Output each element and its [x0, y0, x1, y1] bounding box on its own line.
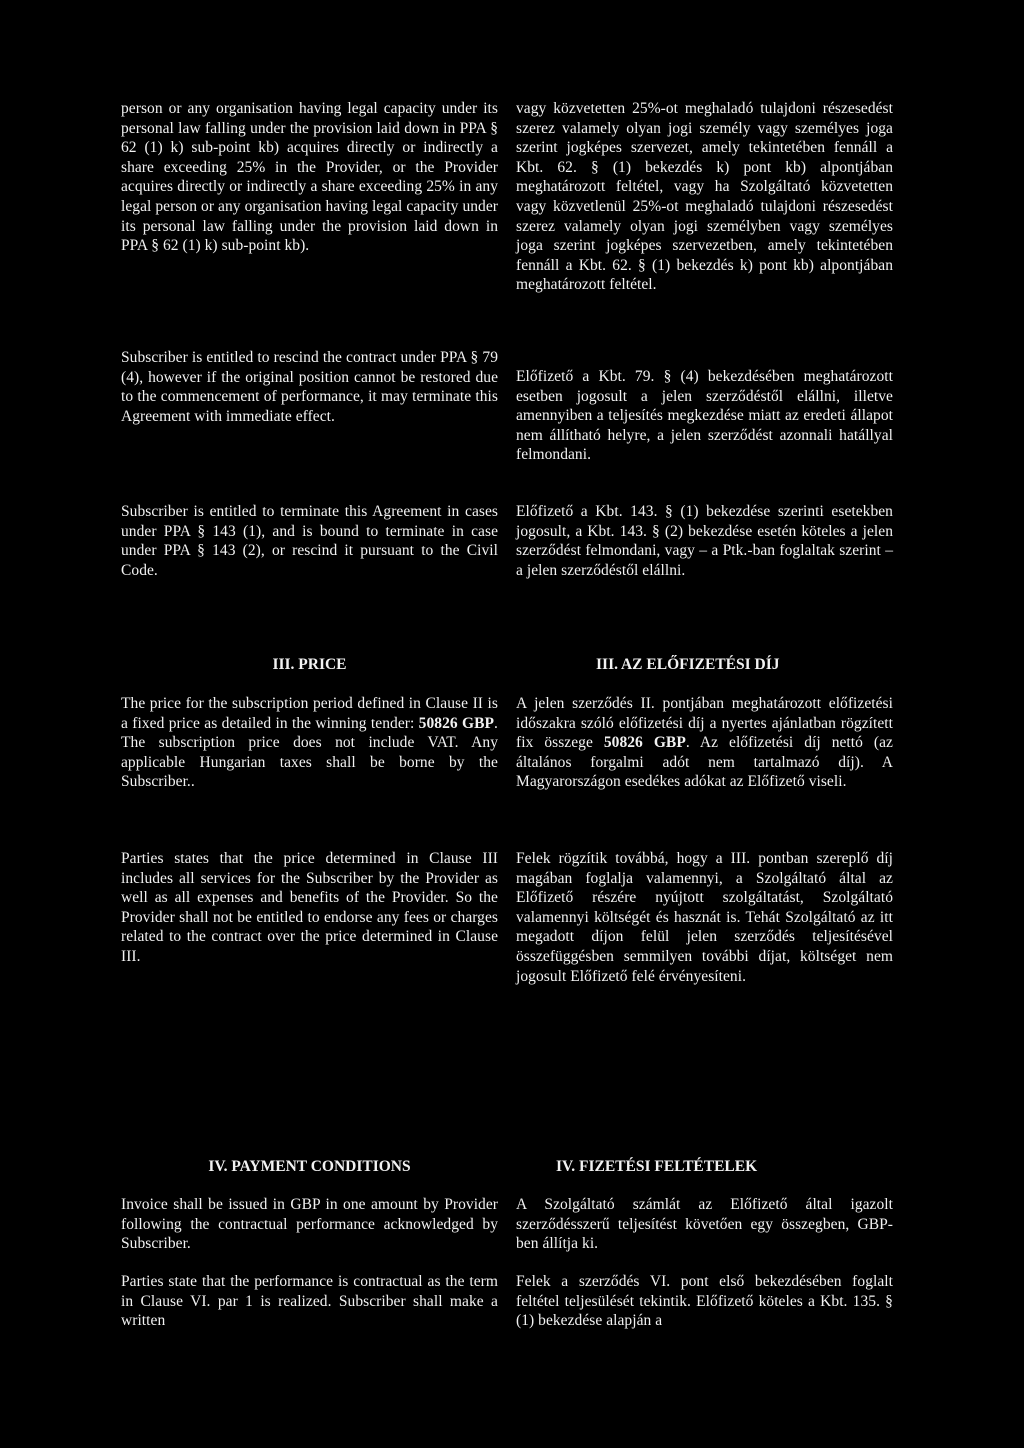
en-paragraph-ownership	[121, 99, 498, 256]
hu-paragraph-rescind	[516, 367, 893, 465]
en-price-amount: 50826 GBP	[418, 714, 495, 732]
en-price-text-start: The price for the subscription period defined in Clause II is a fixed price as detailed in the winning tender:	[121, 695, 498, 732]
en-price-text	[121, 694, 498, 792]
en-price-text-end: . The subscription price does not include VAT. Any applicable Hungarian taxes shall be borne by the Subscriber..	[121, 714, 498, 791]
en-paragraph-performance	[121, 1272, 498, 1331]
hu-performance-text: Felek a szerződés VI. pont első bekezdésében foglalt feltétel teljesülését tekintik. Előfizető köteles a Kbt. 135. § (1) bekezdése alapján a	[516, 1273, 893, 1330]
en-heading-payment-block	[121, 1157, 498, 1177]
hu-price-includes-text: Felek rögzítik továbbá, hogy a III. pontban szereplő díj magában foglalja valamennyi, a Szolgáltató által az Előfizető részére nyújtott szolgáltatást, Szolgáltató valamennyi költségét és hasznát is. Tehát Szolgáltató az itt megadott díjon felül jelen szerződés teljesítésével összefüggésben semmilyen további díjat, költséget nem jogosult Előfizető felé érvényesíteni.	[516, 850, 893, 985]
en-paragraph-rescind	[121, 348, 498, 426]
hu-terminate-text: Előfizető a Kbt. 143. § (1) bekezdése szerinti esetekben jogosult, a Kbt. 143. § (2) bekezdése esetén köteles a jelen szerződést felmondani, vagy – a Ptk.-ban foglaltak szerint – a jelen szerződéstől elállni.	[516, 503, 893, 579]
en-rescind-text: Subscriber is entitled to rescind the contract under PPA § 79 (4), however if the original position cannot be restored due to the commencement of performance, it may terminate this Agreement with immediate effect.	[121, 349, 498, 425]
hu-paragraph-invoice	[516, 1195, 893, 1254]
en-heading-price: III. PRICE	[272, 656, 347, 673]
hu-heading-payment-block	[516, 1157, 893, 1177]
hu-heading-price: III. AZ ELŐFIZETÉSI DÍJ	[596, 656, 780, 673]
en-ownership-text: person or any organisation having legal capacity under its personal law falling under the provision laid down in PPA § 62 (1) k) sub-point kb) acquires directly or indirectly a share exceeding 25% in the Provider, or the Provider acquires directly or indirectly a share exceeding 25% in any legal person or any organisation having legal capacity under its personal law falling under the provision laid down in PPA § 62 (1) k) sub-point kb).	[121, 100, 498, 255]
hu-paragraph-price-includes	[516, 849, 893, 986]
en-paragraph-price	[121, 694, 498, 792]
en-paragraph-terminate	[121, 502, 498, 580]
en-price-includes-text: Parties states that the price determined in Clause III includes all services for the Subscriber by the Provider as well as all expenses and benefits of the Provider. So the Provider shall not be entitled to endorse any fees or charges related to the contract over the price determined in Clause III.	[121, 850, 498, 965]
hu-paragraph-performance	[516, 1272, 893, 1331]
hu-price-amount: 50826 GBP	[603, 734, 686, 752]
en-paragraph-price-includes	[121, 849, 498, 967]
en-heading-payment: IV. PAYMENT CONDITIONS	[208, 1158, 411, 1175]
en-invoice-text: Invoice shall be issued in GBP in one amount by Provider following the contractual performance acknowledged by Subscriber.	[121, 1196, 498, 1253]
hu-price-text	[516, 694, 893, 792]
hu-heading-price-block	[516, 655, 893, 675]
hu-paragraph-terminate	[516, 502, 893, 580]
hu-price-text-start: A jelen szerződés II. pontjában meghatározott előfizetési időszakra szóló előfizetési díj a nyertes ajánlatban rögzített fix összege	[516, 695, 893, 752]
hu-paragraph-ownership	[516, 99, 893, 295]
en-heading-price-block	[121, 655, 498, 675]
hu-heading-payment: IV. FIZETÉSI FELTÉTELEK	[556, 1158, 758, 1175]
hu-price-text-end: . Az előfizetési díj nettó (az általános forgalmi adót nem tartalmazó díj). A Magyarországon esedékes adókat az Előfizető viseli.	[516, 734, 893, 791]
en-terminate-text: Subscriber is entitled to terminate this Agreement in cases under PPA § 143 (1), and is bound to terminate in case under PPA § 143 (2), or rescind it pursuant to the Civil Code.	[121, 503, 498, 579]
hu-invoice-text: A Szolgáltató számlát az Előfizető által igazolt szerződésszerű teljesítést követően egy összegben, GBP-ben állítja ki.	[516, 1196, 893, 1253]
hu-paragraph-price	[516, 694, 893, 792]
hu-ownership-text: vagy közvetetten 25%-ot meghaladó tulajdoni részesedést szerez valamely olyan jogi személy vagy személyes joga szerint jogképes szervezet, amely tekintetében fennáll a Kbt. 62. § (1) bekezdés k) pont kb) alpontjában meghatározott feltétel, vagy ha Szolgáltató közvetetten vagy közvetlenül 25%-ot meghaladó tulajdoni részesedést szerez valamely olyan jogi személyben vagy személyes joga szerint jogképes szervezetben, amely tekintetében fennáll a Kbt. 62. § (1) bekezdés k) pont kb) alpontjában meghatározott feltétel.	[516, 100, 893, 294]
hu-rescind-text: Előfizető a Kbt. 79. § (4) bekezdésében meghatározott esetben jogosult a jelen szerződéstől elállni, illetve amennyiben a teljesítés megkezdése miatt az eredeti állapot nem állítható helyre, a jelen szerződést azonnali hatállyal felmondani.	[516, 368, 893, 464]
en-performance-text: Parties state that the performance is contractual as the term in Clause VI. par 1 is realized. Subscriber shall make a written	[121, 1273, 498, 1330]
en-paragraph-invoice	[121, 1195, 498, 1254]
